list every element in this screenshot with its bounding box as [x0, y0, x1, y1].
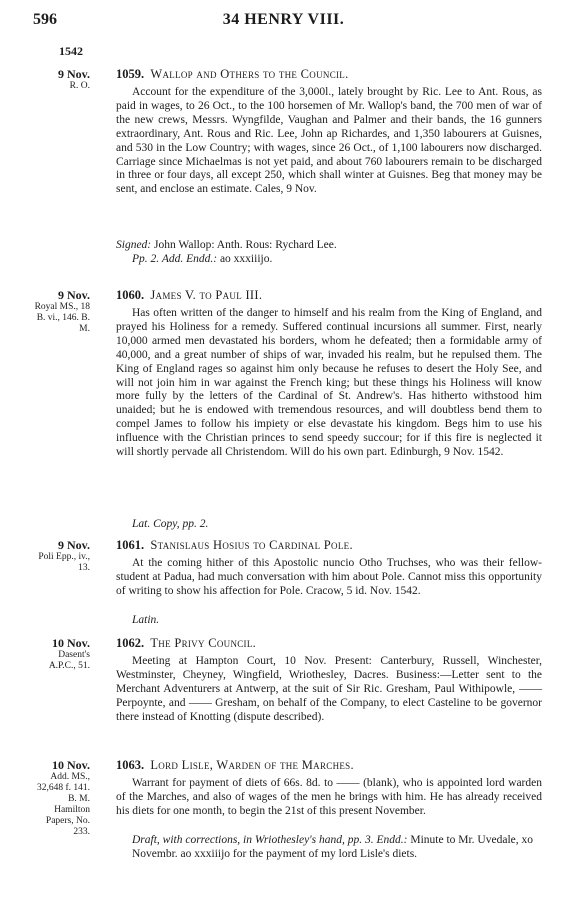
- entry-heading: [116, 636, 256, 650]
- page-number: 596: [33, 11, 57, 28]
- entry-note: [132, 614, 542, 628]
- entry-note: [132, 518, 542, 532]
- entry-body: At the coming hither of this Apostolic nuncio Otho Truchses, who was their fellow-student at Padua, had much conversation with him about Pole. Cannot miss this opportunity of writing to show his affection for Pole. Cracow, 5 id. Nov. 1542.: [116, 557, 542, 597]
- note-plain: ao xxxiiijo.: [219, 253, 273, 265]
- entry-title: Lord Lisle, Warden of the Marches.: [150, 758, 354, 772]
- entry-signature: [116, 239, 542, 253]
- entry-title: The Privy Council.: [150, 636, 257, 650]
- entry-body: Warrant for payment of diets of 66s. 8d. to —— (blank), who is appointed lord warden of the Marches, and also of wages of the men he brings with him. He has already received his diets for one month, to begin the 21st of this present November.: [116, 777, 542, 817]
- entry-body: Meeting at Hampton Court, 10 Nov. Present: Canterbury, Russell, Winchester, Westminster, Cheyney, Wingfield, Wriothesley, Dacres. Business:—Letter sent to the Merchant Adventurers at Antwerp, at the suit of Sir Ric. Gresham, Paul Withipowle, —— Perpoynte, and —— Gresham, on behalf of the Company, to elect Casteline to be governor there instead of Knotting (dispute described).: [116, 655, 542, 723]
- entry-number: 1059.: [116, 67, 145, 81]
- entry-heading: [116, 538, 353, 552]
- running-header: [0, 11, 567, 33]
- entry-number: 1060.: [116, 288, 145, 302]
- entry-number: 1061.: [116, 538, 145, 552]
- entry-source: Dasent's A.P.C., 51.: [48, 650, 90, 671]
- note-text: Lat. Copy, pp. 2.: [132, 518, 209, 530]
- entry-title: Stanislaus Hosius to Cardinal Pole.: [150, 538, 353, 552]
- entry-number: 1062.: [116, 636, 145, 650]
- entry-heading: [116, 67, 349, 81]
- entry-source: Royal MS., 18 B. vi., 146. B. M.: [34, 302, 90, 334]
- entry-body: Account for the expenditure of the 3,000l., lately brought by Ric. Lee to Ant. Rous, as paid in wages, to 26 Oct., to the 100 horsemen of Mr. Wallop's band, the 700 men of war of the new crews, Messrs. Wyngfilde, Vaughan and Palmer and their bands, the 16 gunners extraordinary, Ant. Rous and Ric. Lee, John ap Richardes, and 1,350 labourers at Guisnes, and 530 in the Low Country; with wages, since 26 Oct., of 1,100 labourers now discharged. Carriage since Michaelmas is not yet paid, and about 760 labourers remain to be discharged in three or four days, all except 250, which shall winter at Guisnes. Beg that money may be sent, and enclose an estimate. Cales, 9 Nov.: [116, 86, 542, 196]
- running-title: 34 HENRY VIII.: [222, 11, 345, 28]
- entry-date: 10 Nov.: [51, 636, 90, 650]
- entry-date: 9 Nov.: [57, 538, 90, 552]
- entry-heading: [116, 288, 262, 302]
- entry-source: Poli Epp., iv., 13.: [38, 552, 90, 573]
- entry-date: 9 Nov.: [57, 288, 90, 302]
- entry-source: Add. MS., 32,648 f. 141. B. M. Hamilton Papers, No. 233.: [36, 772, 90, 837]
- entry-source: R. O.: [69, 81, 90, 91]
- note-text: Draft, with corrections, in Wriothesley's hand, pp. 3. Endd.:: [132, 834, 408, 846]
- entry-note: [132, 834, 542, 862]
- signed-text: John Wallop: Anth. Rous: Rychard Lee.: [154, 239, 337, 251]
- entry-body: Has often written of the danger to himself and his realm from the King of England, and prayed his Holiness for a remedy. Suffered continual incursions all summer. First, nearly 10,000 armed men devastated his borders, whom he defeated; then a formidable army of 40,000, and a great number of ships of war, invaded his realm, but he repulsed them. The King of England rages so against him only because he refuses to desert the Holy See, and will not join him in war against the French king; but these things his Holiness will know more fully by the letters of the Cardinal of St. Andrew's. Has hitherto withstood him unaided; but he is endowed with tremendous resources, and will doubtless bend them to compel James to follow his impiety or else devastate his kingdom. Begs him to use his influence with the Christian princes to send speedy succour; for if this fire is neglected it will shortly pervade all Christendom. Will do his own part. Edinburgh, 9 Nov. 1542.: [116, 307, 542, 459]
- entry-date: 9 Nov.: [57, 67, 90, 81]
- note-text: Pp. 2. Add. Endd.:: [132, 253, 218, 265]
- note-text: Latin.: [132, 614, 160, 626]
- entry-number: 1063.: [116, 758, 145, 772]
- signed-label: Signed:: [116, 239, 152, 251]
- year-marker: 1542: [59, 44, 83, 58]
- note-plain: Minute to Mr. Uvedale, xo Novembr. ao xxxiiijo for the payment of my lord Lisle's diets.: [132, 834, 533, 860]
- entry-heading: [116, 758, 354, 772]
- entry-note: [132, 253, 542, 267]
- entry-date: 10 Nov.: [51, 758, 90, 772]
- entry-title: Wallop and Others to the Council.: [150, 67, 349, 81]
- entry-title: James V. to Paul III.: [150, 288, 263, 302]
